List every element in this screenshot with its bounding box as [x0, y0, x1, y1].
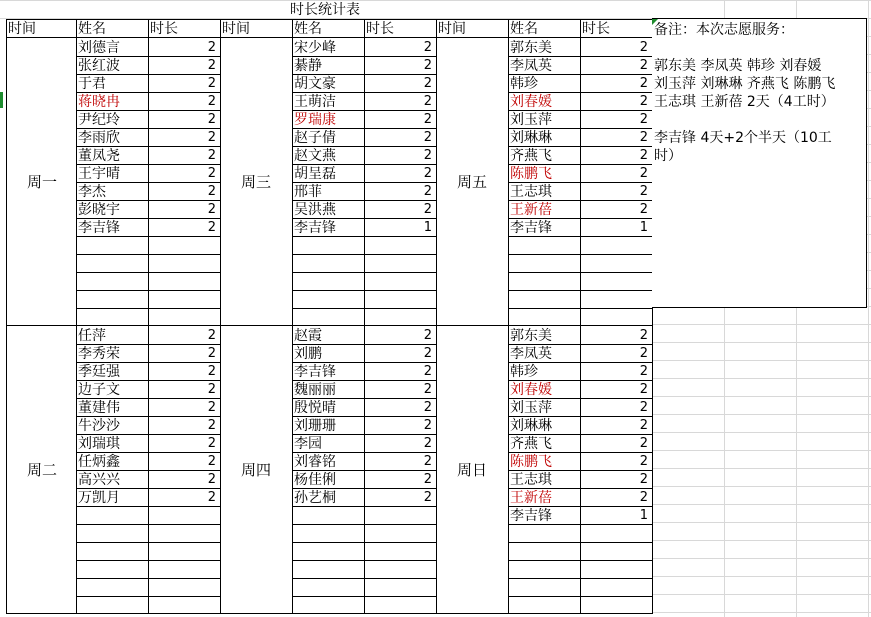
duration-cell[interactable]: 2 [639, 490, 648, 505]
name-cell[interactable]: 李雨欣 [78, 130, 120, 146]
name-cell[interactable]: 董建伟 [78, 400, 120, 416]
row-selection-marker [0, 92, 3, 108]
name-cell[interactable]: 李吉锋 [78, 220, 120, 236]
name-cell[interactable]: 万凯月 [78, 490, 120, 506]
duration-cell[interactable]: 2 [207, 94, 216, 109]
day-label[interactable]: 周日 [456, 461, 487, 479]
name-cell[interactable]: 高兴兴 [78, 472, 120, 488]
duration-cell[interactable]: 2 [639, 418, 648, 433]
duration-cell[interactable]: 2 [423, 490, 432, 505]
name-cell[interactable]: 季廷强 [78, 364, 120, 380]
day-label[interactable]: 周五 [456, 173, 487, 191]
duration-cell[interactable]: 2 [423, 346, 432, 361]
name-cell[interactable]: 王志琪 [510, 472, 552, 488]
table-row-border [292, 524, 436, 525]
table-row-border [76, 290, 220, 291]
name-cell[interactable]: 任炳鑫 [78, 454, 120, 470]
table-row-border [76, 308, 220, 309]
name-cell[interactable]: 李凤英 [510, 58, 552, 74]
name-cell[interactable]: 魏丽丽 [294, 382, 336, 398]
note-line: 备注：本次志愿服务： [654, 22, 794, 38]
duration-cell[interactable]: 2 [207, 454, 216, 469]
grid-row-line [652, 468, 871, 469]
duration-cell[interactable]: 2 [207, 328, 216, 343]
table-row-border [292, 308, 436, 309]
duration-cell[interactable]: 2 [423, 418, 432, 433]
note-line: 刘玉萍 刘琳琳 齐燕飞 陈鹏飞 [654, 76, 836, 92]
duration-cell[interactable]: 2 [207, 472, 216, 487]
table-row-border [508, 254, 652, 255]
duration-cell[interactable]: 2 [423, 148, 432, 163]
name-cell[interactable]: 綦静 [294, 58, 322, 74]
column-header-time[interactable]: 时间 [438, 21, 466, 37]
duration-cell[interactable]: 2 [207, 202, 216, 217]
name-cell[interactable]: 任萍 [78, 328, 106, 344]
name-cell[interactable]: 刘睿铭 [294, 454, 336, 470]
grid-row-line [652, 414, 871, 415]
duration-cell[interactable]: 2 [639, 454, 648, 469]
duration-cell[interactable]: 2 [423, 328, 432, 343]
table-row-border [508, 290, 652, 291]
duration-cell[interactable]: 2 [639, 328, 648, 343]
duration-cell[interactable]: 2 [423, 364, 432, 379]
table-border [6, 613, 652, 614]
duration-cell[interactable]: 1 [639, 220, 648, 235]
duration-cell[interactable]: 2 [423, 40, 432, 55]
table-row-border [76, 596, 220, 597]
name-cell[interactable]: 彭晓宇 [78, 202, 120, 218]
duration-cell[interactable]: 2 [639, 472, 648, 487]
name-cell[interactable]: 刘瑞琪 [78, 436, 120, 452]
name-cell[interactable]: 赵子倩 [294, 130, 336, 146]
name-cell[interactable]: 刘春媛 [510, 382, 552, 398]
name-cell[interactable]: 殷悦晴 [294, 400, 336, 416]
name-cell[interactable]: 王萌洁 [294, 94, 336, 110]
name-cell[interactable]: 孙艺桐 [294, 490, 336, 506]
table-row-border [508, 308, 652, 309]
name-cell[interactable]: 韩珍 [510, 364, 538, 380]
column-header-duration[interactable]: 时长 [366, 21, 394, 37]
name-cell[interactable]: 边子文 [78, 382, 120, 398]
name-cell[interactable]: 刘琳琳 [510, 418, 552, 434]
duration-cell[interactable]: 2 [207, 490, 216, 505]
table-row-border [292, 272, 436, 273]
duration-cell[interactable]: 2 [639, 184, 648, 199]
table-row-border [292, 254, 436, 255]
name-cell[interactable]: 尹纪玲 [78, 112, 120, 128]
duration-cell[interactable]: 2 [639, 202, 648, 217]
column-header-time[interactable]: 时间 [222, 21, 250, 37]
name-cell[interactable]: 刘琳琳 [510, 130, 552, 146]
table-row-border [508, 272, 652, 273]
name-cell[interactable]: 刘玉萍 [510, 112, 552, 128]
duration-cell[interactable]: 2 [423, 166, 432, 181]
day-label[interactable]: 周二 [26, 461, 57, 479]
column-header-name[interactable]: 姓名 [510, 21, 538, 37]
table-row-border [508, 596, 652, 597]
duration-cell[interactable]: 2 [423, 94, 432, 109]
name-cell[interactable]: 刘德言 [78, 40, 120, 56]
duration-cell[interactable]: 2 [207, 148, 216, 163]
grid-row-line [652, 450, 871, 451]
name-cell[interactable]: 宋少峰 [294, 40, 336, 56]
name-cell[interactable]: 刘鹏 [294, 346, 322, 362]
name-cell[interactable]: 杨佳俐 [294, 472, 336, 488]
table-row-border [76, 578, 220, 579]
duration-cell[interactable]: 2 [207, 400, 216, 415]
table-row-border [292, 290, 436, 291]
grid-row-line [652, 504, 871, 505]
name-cell[interactable]: 齐燕飞 [510, 148, 552, 164]
day-label[interactable]: 周四 [240, 461, 271, 479]
name-cell[interactable]: 李杰 [78, 184, 106, 200]
duration-cell[interactable]: 1 [639, 508, 648, 523]
duration-cell[interactable]: 2 [639, 76, 648, 91]
table-row-border [292, 560, 436, 561]
table-row-border [508, 542, 652, 543]
name-cell[interactable]: 王宇晴 [78, 166, 120, 182]
name-cell[interactable]: 赵文燕 [294, 148, 336, 164]
name-cell[interactable]: 刘珊珊 [294, 418, 336, 434]
note-line: 王志琪 王新蓓 2天（4工时） [654, 94, 835, 110]
name-cell[interactable]: 李吉锋 [294, 364, 336, 380]
duration-cell[interactable]: 2 [423, 112, 432, 127]
name-cell[interactable]: 邢菲 [294, 184, 322, 200]
duration-cell[interactable]: 2 [423, 472, 432, 487]
duration-cell[interactable]: 2 [207, 58, 216, 73]
name-cell[interactable]: 李吉锋 [294, 220, 336, 236]
duration-cell[interactable]: 2 [639, 400, 648, 415]
note-line: 李吉锋 4天+2个半天（10工 [654, 130, 832, 146]
duration-cell[interactable]: 2 [207, 346, 216, 361]
duration-cell[interactable]: 2 [423, 436, 432, 451]
duration-cell[interactable]: 2 [207, 184, 216, 199]
name-cell[interactable]: 李凤英 [510, 346, 552, 362]
column-header-duration[interactable]: 时长 [150, 21, 178, 37]
note-box[interactable] [652, 18, 867, 308]
table-row-border [292, 578, 436, 579]
name-cell[interactable]: 牛沙沙 [78, 418, 120, 434]
duration-cell[interactable]: 2 [423, 76, 432, 91]
grid-row-line [652, 558, 871, 559]
name-cell[interactable]: 刘玉萍 [510, 400, 552, 416]
duration-cell[interactable]: 2 [639, 148, 648, 163]
name-cell[interactable]: 陈鹏飞 [510, 454, 552, 470]
duration-cell[interactable]: 2 [423, 400, 432, 415]
day-label[interactable]: 周三 [240, 173, 271, 191]
name-cell[interactable]: 陈鹏飞 [510, 166, 552, 182]
grid-row-line [652, 360, 871, 361]
duration-cell[interactable]: 2 [207, 76, 216, 91]
name-cell[interactable]: 郭东美 [510, 40, 552, 56]
grid-row-line [652, 576, 871, 577]
name-cell[interactable]: 刘春媛 [510, 94, 552, 110]
comment-indicator-icon [652, 19, 658, 25]
grid-row-line [652, 342, 871, 343]
duration-cell[interactable]: 2 [639, 112, 648, 127]
grid-row-line [652, 540, 871, 541]
name-cell[interactable]: 李秀荣 [78, 346, 120, 362]
duration-cell[interactable]: 2 [423, 202, 432, 217]
grid-col-line [868, 0, 869, 617]
name-cell[interactable]: 赵霞 [294, 328, 322, 344]
name-cell[interactable]: 王新蓓 [510, 490, 552, 506]
day-label[interactable]: 周一 [26, 173, 57, 191]
table-row-border [76, 542, 220, 543]
duration-cell[interactable]: 2 [207, 382, 216, 397]
duration-cell[interactable]: 2 [207, 40, 216, 55]
duration-cell[interactable]: 2 [639, 94, 648, 109]
duration-cell[interactable]: 2 [639, 382, 648, 397]
duration-cell[interactable]: 2 [207, 364, 216, 379]
name-cell[interactable]: 蒋晓冉 [78, 94, 120, 110]
grid-row-line [652, 522, 871, 523]
table-row-border [292, 596, 436, 597]
name-cell[interactable]: 李吉锋 [510, 508, 552, 524]
name-cell[interactable]: 李吉锋 [510, 220, 552, 236]
grid-row-line [652, 396, 871, 397]
column-header-time[interactable]: 时间 [8, 21, 36, 37]
duration-cell[interactable]: 2 [207, 166, 216, 181]
duration-cell[interactable]: 2 [423, 58, 432, 73]
duration-cell[interactable]: 2 [207, 436, 216, 451]
duration-cell[interactable]: 2 [207, 130, 216, 145]
duration-cell[interactable]: 2 [639, 58, 648, 73]
table-row-border [508, 560, 652, 561]
name-cell[interactable]: 王志琪 [510, 184, 552, 200]
sheet-title[interactable]: 时长统计表 [290, 2, 360, 18]
table-col-border [6, 19, 7, 614]
table-row-border [76, 272, 220, 273]
column-header-name[interactable]: 姓名 [78, 21, 106, 37]
table-row-border [76, 560, 220, 561]
column-header-name[interactable]: 姓名 [294, 21, 322, 37]
table-row-border [76, 524, 220, 525]
grid-row-line [652, 486, 871, 487]
duration-cell[interactable]: 1 [423, 220, 432, 235]
duration-cell[interactable]: 2 [639, 40, 648, 55]
duration-cell[interactable]: 2 [207, 220, 216, 235]
duration-cell[interactable]: 2 [639, 346, 648, 361]
grid-row-line [652, 612, 871, 613]
name-cell[interactable]: 吴洪燕 [294, 202, 336, 218]
duration-cell[interactable]: 2 [207, 112, 216, 127]
grid-row-line [652, 378, 871, 379]
duration-cell[interactable]: 2 [639, 364, 648, 379]
table-col-border [220, 19, 221, 614]
duration-cell[interactable]: 2 [423, 382, 432, 397]
grid-row-line [652, 324, 871, 325]
duration-cell[interactable]: 2 [423, 184, 432, 199]
name-cell[interactable]: 胡文豪 [294, 76, 336, 92]
name-cell[interactable]: 张红波 [78, 58, 120, 74]
note-line: 郭东美 李凤英 韩珍 刘春媛 [654, 58, 822, 74]
name-cell[interactable]: 罗瑞康 [294, 112, 336, 128]
duration-cell[interactable]: 2 [207, 418, 216, 433]
duration-cell[interactable]: 2 [639, 166, 648, 181]
name-cell[interactable]: 韩珍 [510, 76, 538, 92]
grid-row-line [652, 594, 871, 595]
duration-cell[interactable]: 2 [423, 454, 432, 469]
note-line: 时） [654, 148, 682, 164]
table-border [6, 325, 652, 326]
name-cell[interactable]: 胡呈磊 [294, 166, 336, 182]
grid-row-line [652, 432, 871, 433]
table-row-border [76, 254, 220, 255]
duration-cell[interactable]: 2 [639, 130, 648, 145]
column-header-duration[interactable]: 时长 [582, 21, 610, 37]
name-cell[interactable]: 董凤尧 [78, 148, 120, 164]
grid-row-line [0, 0, 871, 1]
table-col-border [436, 19, 437, 614]
table-row-border [292, 542, 436, 543]
name-cell[interactable]: 于君 [78, 76, 106, 92]
name-cell[interactable]: 王新蓓 [510, 202, 552, 218]
duration-cell[interactable]: 2 [423, 130, 432, 145]
table-row-border [508, 578, 652, 579]
duration-cell[interactable]: 2 [639, 436, 648, 451]
name-cell[interactable]: 齐燕飞 [510, 436, 552, 452]
name-cell[interactable]: 郭东美 [510, 328, 552, 344]
name-cell[interactable]: 李园 [294, 436, 322, 452]
